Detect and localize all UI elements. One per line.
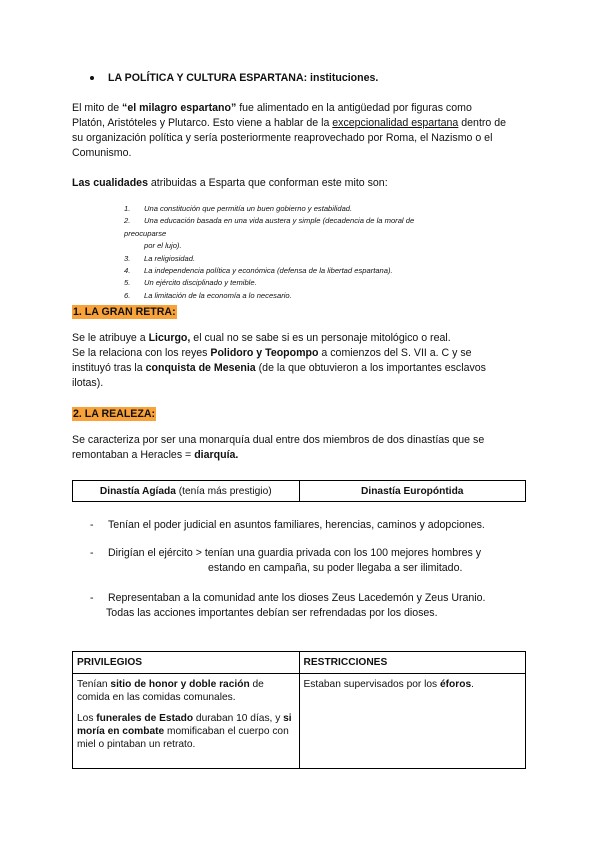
realeza-text: remontaban a Heracles =: [72, 449, 195, 461]
restrictions-header-text: RESTRICCIONES: [303, 657, 388, 668]
list-item-text: Una constitución que permitía un buen gobierno y estabilidad.: [144, 204, 353, 213]
qualities-lead: [72, 176, 388, 191]
point-3-line2: Todas las acciones importantes debían ser refrendadas por los dioses.: [106, 607, 438, 619]
realeza-bold: diarquía.: [194, 449, 239, 461]
intro-paragraph: [72, 101, 542, 161]
privilege-item: [77, 712, 295, 751]
list-item: [124, 265, 424, 277]
realeza-heading-text: 2. LA REALEZA:: [73, 408, 156, 420]
retra-bold: Polidoro y Teopompo: [210, 347, 319, 359]
cell-text: .: [471, 679, 474, 690]
cell-text: de comida en las comidas comunales.: [77, 679, 264, 703]
list-item: [124, 290, 424, 302]
realeza-heading: [72, 404, 156, 422]
cell-bold: funerales de Estado: [96, 713, 194, 724]
dash-bullet: -: [90, 547, 94, 559]
list-number: 1.: [124, 204, 131, 213]
privileges-header-text: PRIVILEGIOS: [77, 657, 143, 668]
retra-text: Se le atribuye a: [72, 332, 149, 344]
cell-text: duraban 10 días, y: [193, 713, 284, 724]
list-item-text: La religiosidad.: [144, 253, 196, 263]
cell-text: Estaban supervisados por los: [303, 679, 440, 690]
cell-bold: sitio de honor y doble ración: [110, 679, 250, 690]
privilege-item: [77, 678, 295, 704]
list-item: [124, 277, 424, 289]
realeza-paragraph: [72, 433, 542, 463]
point-text: Representaban a la comunidad ante los dioses Zeus Lacedemón y Zeus Uranio.: [108, 592, 486, 604]
dynasty-agiada-note: (tenía más prestigio): [175, 485, 272, 497]
list-item: [124, 203, 424, 215]
list-item-text: La independencia política y económica (defensa de la libertad espartana).: [144, 266, 393, 276]
intro-underlined: excepcionalidad espartana: [332, 117, 459, 129]
retra-paragraph: [72, 331, 542, 391]
qualities-list: [124, 203, 424, 302]
list-number: 4.: [124, 266, 131, 276]
qualities-lead-bold: Las cualidades: [72, 177, 148, 189]
dynasty-agiada-name: Dinastía Agíada: [99, 485, 176, 497]
dynasty-agiada-cell: [73, 481, 300, 502]
list-item-text: Una educación basada en una vida austera y simple (decadencia de la moral de preocuparse: [124, 216, 415, 238]
section-title: [90, 71, 378, 86]
intro-text: El mito de: [72, 102, 123, 114]
list-item: [124, 253, 424, 265]
privileges-cell: [73, 674, 300, 769]
restrictions-header: [299, 652, 526, 674]
list-number: 2.: [124, 216, 131, 226]
retra-heading-text: 1. LA GRAN RETRA:: [73, 306, 176, 318]
dynasty-europontida-name: Dinastía Europóntida: [361, 485, 464, 497]
cell-text: momificaban el cuerpo con miel o pintaban un retrato.: [77, 726, 289, 750]
cell-text: Los: [77, 713, 97, 724]
dash-bullet: -: [90, 592, 94, 604]
list-number: 5.: [124, 278, 131, 288]
retra-heading: [72, 302, 177, 320]
intro-text: su organización política y sería posteriormente reaprovechado por Roma, el Nazismo o el: [72, 132, 493, 144]
list-item-text: por el lujo).: [144, 241, 182, 251]
retra-text: ilotas).: [72, 377, 104, 389]
point-3: [90, 591, 485, 606]
intro-bold: “el milagro espartano”: [122, 102, 237, 114]
point-1: [90, 518, 485, 533]
intro-text: Platón, Aristóteles y Plutarco. Esto viene a hablar de la: [72, 117, 333, 129]
retra-bold: conquista de Mesenia: [145, 362, 256, 374]
dash-bullet: -: [90, 519, 94, 531]
qualities-lead-text: atribuidas a Esparta que conforman este mito son:: [147, 177, 388, 189]
list-item-text: Un ejército disciplinado y temible.: [144, 278, 257, 288]
point-2-line2: estando en campaña, su poder llegaba a ser ilimitado.: [208, 562, 463, 574]
intro-text: Comunismo.: [72, 147, 132, 159]
section-title-text: LA POLÍTICA Y CULTURA ESPARTANA: instituciones.: [108, 72, 379, 84]
retra-text: instituyó tras la: [72, 362, 146, 374]
point-2: [90, 546, 481, 561]
retra-text: Se la relaciona con los reyes: [72, 347, 211, 359]
privileges-table: [72, 651, 526, 769]
bullet-dot-icon: [90, 76, 94, 80]
dynasties-table: [72, 480, 526, 502]
cell-bold: éforos: [439, 679, 472, 690]
realeza-text: Se caracteriza por ser una monarquía dual entre dos miembros de dos dinastías que se: [72, 434, 485, 446]
cell-bold: si moría en combate: [77, 713, 292, 737]
dynasty-europontida-cell: [299, 481, 526, 502]
point-text: Dirigían el ejército > tenían una guardia privada con los 100 mejores hombres y: [108, 547, 482, 559]
list-number: 6.: [124, 290, 131, 300]
restrictions-cell: [299, 674, 526, 769]
retra-text: el cual no se sabe si es un personaje mitológico o real.: [190, 332, 451, 344]
list-item-text: La limitación de la economía a lo necesario.: [144, 290, 292, 300]
retra-text: (de la que obtuvieron a los importantes esclavos: [255, 362, 486, 374]
list-item: [124, 215, 424, 240]
intro-text: dentro de: [458, 117, 507, 129]
cell-text: Tenían: [77, 679, 111, 690]
retra-bold: Licurgo,: [148, 332, 191, 344]
retra-text: a comienzos del S. VII a. C y se: [318, 347, 472, 359]
list-item: [124, 240, 424, 252]
privileges-header: [73, 652, 300, 674]
point-text: Tenían el poder judicial en asuntos familiares, herencias, caminos y adopciones.: [108, 519, 485, 531]
intro-text: fue alimentado en la antigüedad por figuras como: [236, 102, 472, 114]
list-number: 3.: [124, 253, 131, 263]
